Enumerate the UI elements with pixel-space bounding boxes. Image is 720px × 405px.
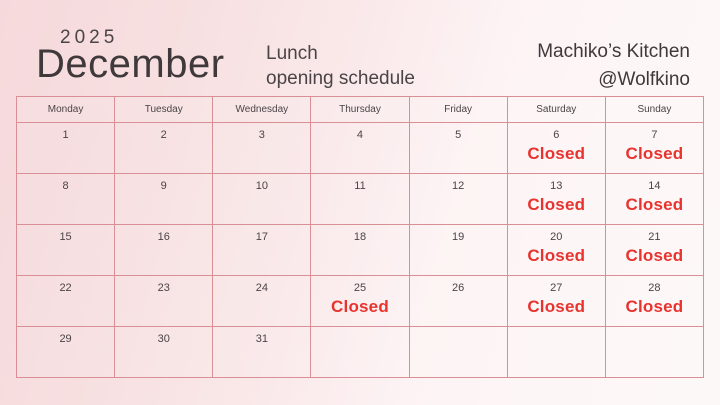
brand-block [537,38,690,94]
day-number: 13 [550,180,563,192]
day-number: 27 [550,282,563,294]
month-calendar [16,96,704,378]
weekday-header-saturday: Saturday [507,97,605,123]
day-number: 3 [258,129,265,141]
day-cell-content [606,123,703,173]
day-status-badge: Closed [331,297,389,316]
calendar-day-cell[interactable] [507,276,605,327]
day-cell-content [606,327,703,377]
day-cell-content [213,174,310,224]
calendar-day-cell[interactable] [507,225,605,276]
day-cell-content [508,225,605,275]
calendar-day-cell[interactable] [311,123,409,174]
day-cell-content [115,327,212,377]
day-cell-content [410,276,507,326]
day-number: 12 [452,180,465,192]
day-number: 16 [157,231,170,243]
calendar-day-cell[interactable] [605,327,703,378]
day-number: 24 [255,282,268,294]
calendar-day-cell[interactable] [17,225,115,276]
day-status-badge: Closed [527,144,586,163]
day-number: 21 [648,231,661,243]
day-number: 20 [550,231,563,243]
day-number: 4 [356,129,364,141]
day-number: 26 [452,282,465,294]
calendar-day-cell[interactable] [115,123,213,174]
calendar-day-cell[interactable] [507,327,605,378]
day-cell-content [115,123,212,173]
calendar-day-cell[interactable] [605,225,703,276]
calendar-day-cell[interactable] [17,174,115,225]
year-label: 2025 [60,27,119,48]
day-number: 28 [648,282,661,294]
weekday-header-wednesday: Wednesday [213,97,311,123]
day-number: 8 [62,180,69,192]
day-cell-content [508,276,605,326]
day-status-badge: Closed [625,195,684,214]
day-number: 31 [255,333,268,345]
day-number: 29 [59,333,72,345]
day-status-badge: Closed [625,246,684,265]
calendar-day-cell[interactable] [115,225,213,276]
day-status-badge: Closed [527,297,586,316]
poster-header [16,0,704,96]
calendar-day-cell[interactable] [213,174,311,225]
calendar-day-cell[interactable] [409,123,507,174]
day-cell-content [410,123,507,173]
day-cell-content [410,174,507,224]
day-cell-content [410,225,507,275]
day-number: 18 [353,231,367,243]
day-cell-content [17,174,114,224]
day-cell-content [213,276,310,326]
day-cell-content [606,276,703,326]
calendar-day-cell[interactable] [213,327,311,378]
day-cell-content [17,276,114,326]
day-number: 6 [553,129,560,141]
weekday-header-row [17,97,704,123]
day-cell-content [213,225,310,275]
calendar-week-row [17,123,704,174]
day-status-badge: Closed [625,144,684,163]
calendar-day-cell[interactable] [311,174,409,225]
calendar-day-cell[interactable] [605,174,703,225]
day-cell-content [508,327,605,377]
subtitle-line-2: opening schedule [266,68,415,89]
calendar-week-row [17,276,704,327]
subtitle-line-1: Lunch [266,43,318,64]
day-number: 15 [59,231,72,243]
day-cell-content [410,327,507,377]
calendar-week-row [17,327,704,378]
day-cell-content [606,225,703,275]
day-cell-content [213,327,310,377]
day-status-badge: Closed [625,297,684,316]
schedule-subtitle [266,41,415,91]
day-number: 30 [157,333,170,345]
weekday-header-monday: Monday [17,97,115,123]
calendar-day-cell[interactable] [409,276,507,327]
calendar-day-cell[interactable] [409,225,507,276]
day-cell-content [508,174,605,224]
day-cell-content [311,123,408,173]
weekday-header-thursday: Thursday [311,97,409,123]
brand-handle: @Wolfkino [598,69,690,90]
weekday-header-friday: Friday [409,97,507,123]
day-number: 2 [160,129,167,141]
day-number: 17 [255,231,268,243]
day-cell-content [311,174,408,224]
day-cell-content [213,123,310,173]
calendar-day-cell[interactable] [213,123,311,174]
calendar-day-cell[interactable] [213,225,311,276]
day-cell-content [115,276,212,326]
calendar-day-cell[interactable] [17,123,115,174]
day-number: 10 [255,180,268,192]
calendar-day-cell[interactable] [409,327,507,378]
calendar-body [17,123,704,378]
calendar-day-cell[interactable] [311,225,409,276]
day-cell-content [17,123,114,173]
day-number: 11 [354,180,366,192]
calendar-day-cell[interactable] [115,174,213,225]
day-status-badge: Closed [527,246,586,265]
calendar-day-cell[interactable] [17,276,115,327]
calendar-week-row [17,174,704,225]
calendar-day-cell[interactable] [115,276,213,327]
weekday-header-sunday: Sunday [605,97,703,123]
calendar-day-cell[interactable] [605,123,703,174]
day-cell-content [311,327,408,377]
month-title: December [36,42,225,86]
calendar-day-cell[interactable] [507,123,605,174]
day-cell-content [606,174,703,224]
day-cell-content [17,327,114,377]
day-number: 23 [157,282,170,294]
day-number: 25 [353,282,367,294]
day-number: 7 [651,129,658,141]
day-cell-content [17,225,114,275]
weekday-header-tuesday: Tuesday [115,97,213,123]
calendar-week-row [17,225,704,276]
day-number: 19 [452,231,465,243]
day-cell-content [311,276,408,326]
day-number: 1 [62,129,69,141]
day-cell-content [115,174,212,224]
calendar-day-cell[interactable] [17,327,115,378]
day-cell-content [311,225,408,275]
day-cell-content [115,225,212,275]
calendar-day-cell[interactable] [507,174,605,225]
calendar-day-cell[interactable] [311,327,409,378]
day-number: 22 [59,282,72,294]
calendar-day-cell[interactable] [115,327,213,378]
calendar-day-cell[interactable] [605,276,703,327]
day-status-badge: Closed [527,195,586,214]
calendar-day-cell[interactable] [213,276,311,327]
calendar-day-cell[interactable] [311,276,409,327]
day-number: 5 [455,129,462,141]
calendar-day-cell[interactable] [409,174,507,225]
day-number: 14 [648,180,661,192]
day-cell-content [508,123,605,173]
brand-name: Machiko’s Kitchen [537,41,690,62]
day-number: 9 [160,180,167,192]
